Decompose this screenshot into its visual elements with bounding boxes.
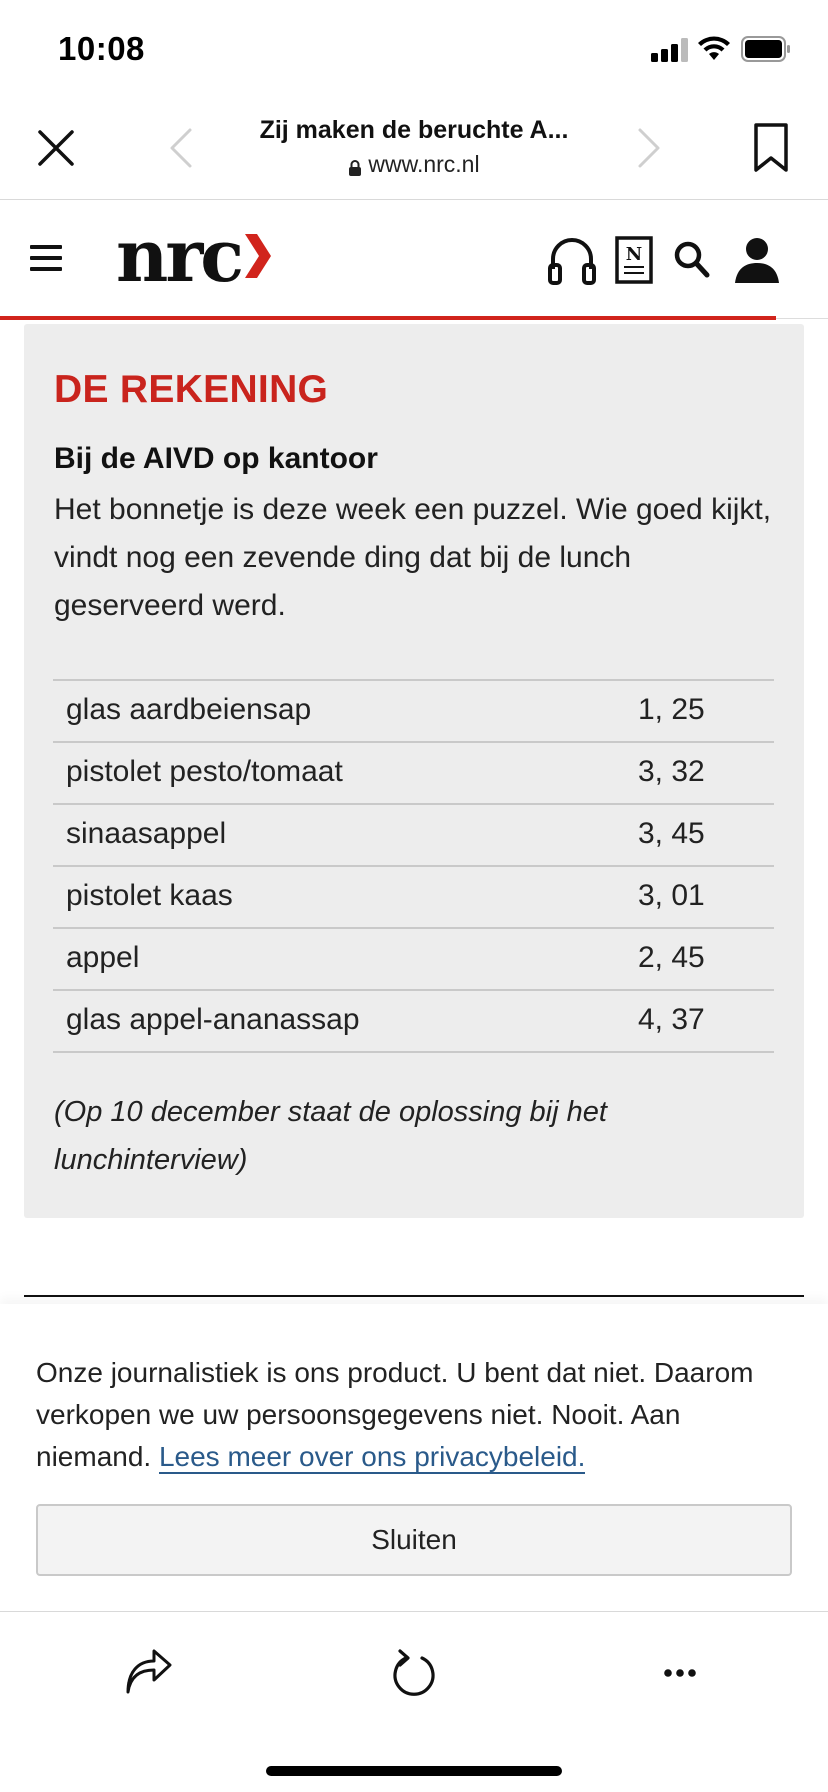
receipt-item: pistolet pesto/tomaat [66, 755, 343, 788]
table-row [53, 929, 774, 991]
section-title: DE REKENING [54, 368, 329, 411]
content-divider [24, 1295, 804, 1297]
chevron-left-icon[interactable] [166, 126, 196, 170]
receipt-item: pistolet kaas [66, 879, 233, 912]
page-url [220, 151, 608, 178]
more-icon[interactable] [660, 1648, 700, 1698]
receipt-price: 3, 01 [638, 879, 705, 912]
status-time: 10:08 [58, 30, 145, 67]
receipt-table [53, 679, 774, 1053]
signal-icon [651, 38, 691, 62]
receipt-item: glas appel-ananassap [66, 1003, 360, 1036]
svg-text:N: N [625, 244, 643, 265]
rekening-box [24, 324, 804, 1218]
privacy-text [36, 1352, 796, 1478]
battery-icon [741, 36, 791, 62]
home-indicator [266, 1766, 562, 1776]
header-divider [776, 318, 828, 319]
close-banner-button[interactable]: Sluiten [36, 1504, 792, 1576]
headphones-icon[interactable] [547, 235, 597, 285]
hamburger-icon[interactable] [30, 245, 64, 273]
receipt-price: 1, 25 [638, 693, 705, 726]
lock-icon [348, 156, 362, 174]
site-logo[interactable] [116, 213, 273, 298]
header-accent-line [0, 316, 776, 320]
url-text: www.nrc.nl [368, 151, 480, 177]
article-intro: Het bonnetje is deze week een puzzel. Wie goed kijkt, vindt nog een zevende ding dat bij de lunch geserveerd werd. [54, 493, 772, 622]
receipt-item: glas aardbeiensap [66, 693, 312, 726]
table-row [53, 991, 774, 1053]
receipt-item: appel [66, 941, 140, 974]
receipt-item: sinaasappel [66, 817, 227, 850]
logo-chevron-icon [243, 230, 273, 282]
table-row [53, 681, 774, 743]
puzzle-note: (Op 10 december staat de oplossing bij het lunchinterview) [54, 1096, 607, 1176]
close-icon[interactable] [34, 126, 78, 170]
chevron-right-icon[interactable] [634, 126, 664, 170]
receipt-price: 4, 37 [638, 1003, 705, 1036]
status-bar [0, 0, 828, 94]
browser-toolbar [0, 94, 828, 200]
receipt-price: 2, 45 [638, 941, 705, 974]
privacy-policy-link[interactable]: Lees meer over ons privacybeleid. [158, 1441, 586, 1472]
logo-text: nrc [116, 213, 242, 298]
privacy-banner [0, 1304, 828, 1612]
newspaper-icon[interactable] [614, 235, 654, 285]
user-icon[interactable] [732, 235, 782, 285]
table-row [53, 805, 774, 867]
page-title-box[interactable] [220, 116, 608, 178]
receipt-price: 3, 45 [638, 817, 705, 850]
reload-icon[interactable] [389, 1648, 439, 1698]
wifi-icon [697, 34, 731, 62]
site-header [0, 201, 828, 319]
receipt-price: 3, 32 [638, 755, 705, 788]
table-row [53, 743, 774, 805]
page-title: Zij maken de beruchte A... [259, 116, 569, 144]
share-icon[interactable] [124, 1648, 174, 1698]
table-row [53, 867, 774, 929]
article-subtitle: Bij de AIVD op kantoor [54, 442, 378, 475]
search-icon[interactable] [672, 235, 712, 285]
privacy-message: Onze journalistiek is ons product. U bent dat niet. Daarom verkopen we uw persoonsgegevens niet. Nooit. Aan niemand. [36, 1357, 754, 1472]
bottom-toolbar [0, 1611, 828, 1792]
bookmark-icon[interactable] [752, 122, 790, 174]
